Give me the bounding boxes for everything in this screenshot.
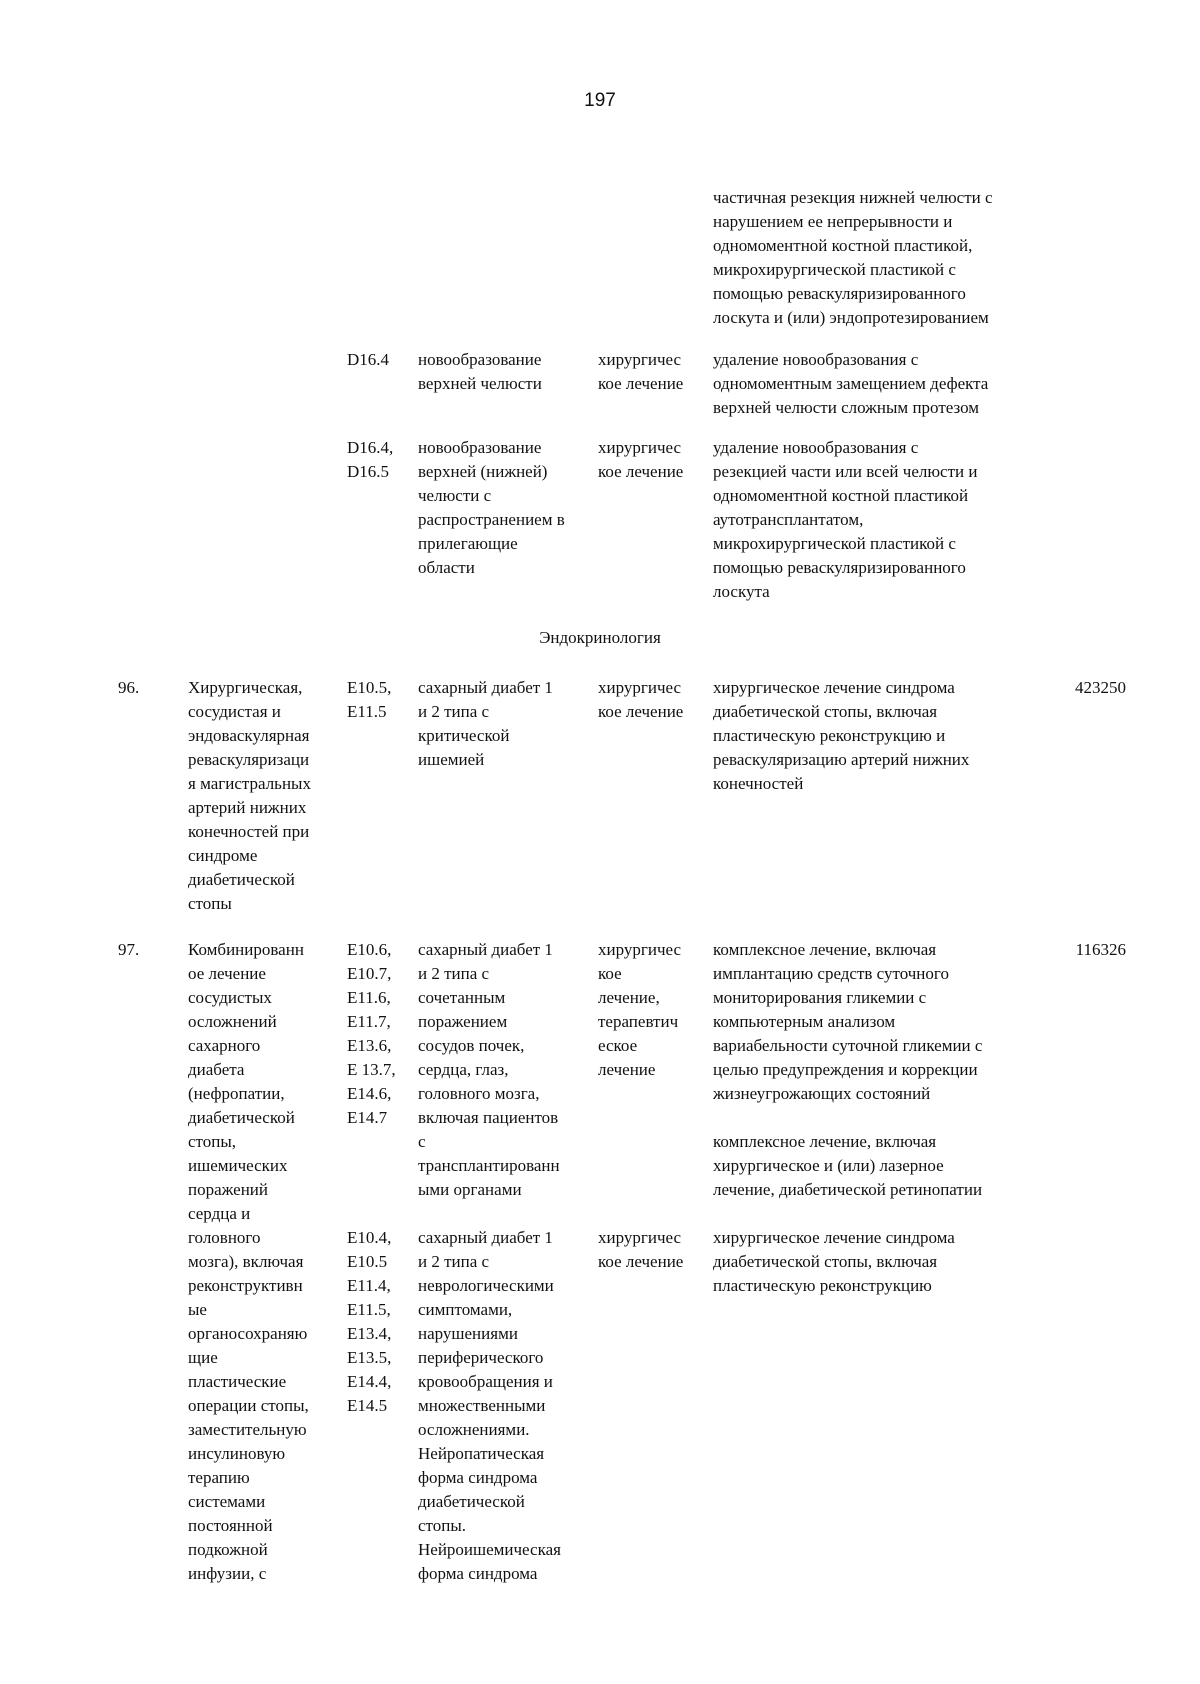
item-diagnosis: сахарный диабет 1 и 2 типа с сочетанным поражением сосудов почек, сердца, глаз, головного мозга, включая пациентов с трансплантированн ыми органами <box>418 940 560 1199</box>
item-number: 96. <box>118 678 140 697</box>
section-title: Эндокринология <box>539 628 661 647</box>
item-number: 97. <box>118 940 140 959</box>
item-diagnosis: сахарный диабет 1 и 2 типа с критической ишемией <box>418 678 553 769</box>
item-codes: E10.6, E10.7, E11.6, E11.7, E13.6, E 13.7, E14.6, E14.7 <box>347 940 396 1127</box>
row-method: удаление новообразования с одномоментным замещением дефекта верхней челюсти сложным протезом <box>713 350 989 417</box>
item-cost: 423250 <box>1075 678 1126 697</box>
item-name: Хирургическая, сосудистая и эндоваскулярная реваскуляризаци я магистральных артерий нижних конечностей при синдроме диабетической стопы <box>188 678 311 913</box>
continuation-method: частичная резекция нижней челюсти с нарушением ее непрерывности и одномоментной костной пластикой, микрохирургической пластикой с помощью реваскуляризированного лоскута и (или) эндопротезированием <box>713 188 993 327</box>
item-codes: E10.5, E11.5 <box>347 678 392 721</box>
item-diagnosis: сахарный диабет 1 и 2 типа с неврологическими симптомами, нарушениями периферического кровообращения и множественными осложнениями. Нейропатическая форма синдрома диабетической стопы. Нейроишемическая форма синдрома <box>418 1228 561 1583</box>
item-method: комплексное лечение, включая имплантацию средств суточного мониторирования гликемии с компьютерным анализом вариабельности суточной гликемии с целью предупреждения и коррекции жизнеугрожающих состояний <box>713 940 983 1103</box>
item-treatment-type: хирургичес кое лечение <box>598 1228 684 1271</box>
item-treatment-type: хирургичес кое лечение, терапевтич еское лечение <box>598 940 682 1079</box>
item-codes: E10.4, E10.5 E11.4, E11.5, E13.4, E13.5, E14.4, E14.5 <box>347 1228 392 1415</box>
item-method: хирургическое лечение синдрома диабетической стопы, включая пластическую реконструкцию <box>713 1228 955 1295</box>
row-diagnosis: новообразование верхней челюсти <box>418 350 542 393</box>
item-name: Комбинированн ое лечение сосудистых осложнений сахарного диабета (нефропатии, диабетической стопы, ишемических поражений сердца и головного мозга), включая реконструктивн ые органосохраняю щие пластические операции стопы, заместительную инсулиновую терапию системами постоянной подкожной инфузии, с <box>188 940 309 1583</box>
item-method: хирургическое лечение синдрома диабетической стопы, включая пластическую реконструкцию и реваскуляризацию артерий нижних конечностей <box>713 678 970 793</box>
item-treatment-type: хирургичес кое лечение <box>598 678 684 721</box>
item-cost: 116326 <box>1075 940 1126 959</box>
row-treatment-type: хирургичес кое лечение <box>598 350 684 393</box>
row-codes: D16.4, D16.5 <box>347 438 394 481</box>
row-treatment-type: хирургичес кое лечение <box>598 438 684 481</box>
row-codes: D16.4 <box>347 350 390 369</box>
row-diagnosis: новообразование верхней (нижней) челюсти с распространением в прилегающие области <box>418 438 565 577</box>
page-number: 197 <box>584 90 616 111</box>
row-method: удаление новообразования с резекцией части или всей челюсти и одномоментной костной пластикой аутотрансплантатом, микрохирургической пластикой с помощью реваскуляризированного лоскута <box>713 438 978 601</box>
item-method-alt: комплексное лечение, включая хирургическое и (или) лазерное лечение, диабетической ретинопатии <box>713 1132 983 1199</box>
